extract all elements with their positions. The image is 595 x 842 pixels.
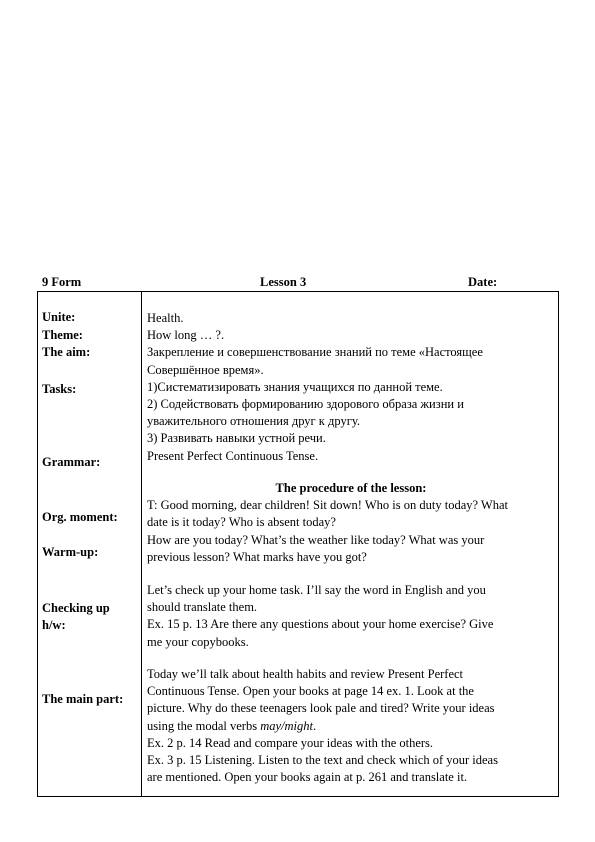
checking-label-line1: Checking up xyxy=(42,601,110,615)
grammar-label: Grammar: xyxy=(42,455,101,469)
main-part-label: The main part: xyxy=(42,692,124,706)
tasks-label: Tasks: xyxy=(42,382,77,396)
warm-up-label: Warm-up: xyxy=(42,545,99,559)
org-moment-label: Org. moment: xyxy=(42,510,118,524)
checking-label xyxy=(42,600,110,634)
aim-line-2: Совершённое время». xyxy=(147,362,264,377)
main-line-4-suffix: . xyxy=(312,718,317,733)
main-line-1: Today we’ll talk about health habits and review Present Perfect xyxy=(147,667,464,681)
date-label: Date: xyxy=(468,275,498,289)
task-1: 1)Систематизировать знания учащихся по данной теме. xyxy=(147,379,443,394)
hw-line-4: me your copybooks. xyxy=(147,634,249,649)
hw-line-1: Let’s check up your home task. I’ll say the word in English and you xyxy=(147,583,486,597)
unite-label: Unite: xyxy=(42,310,76,324)
main-line-2: Continuous Tense. Open your books at page 14 ex. 1. Look at the xyxy=(147,684,474,699)
theme-value: How long … ?. xyxy=(147,328,225,343)
main-line-7: are mentioned. Open your books again at p. 261 and translate it. xyxy=(147,770,468,785)
task-2-line-1: 2) Содействовать формированию здорового образа жизни и xyxy=(147,397,464,412)
main-line-4-prefix: using the modal verbs xyxy=(147,718,261,733)
aim-line-1: Закрепление и совершенствование знаний по теме «Настоящее xyxy=(147,345,483,360)
plan-header-block xyxy=(147,310,555,465)
task-2-line-2: уважительного отношения друг к другу. xyxy=(147,414,360,429)
checking-label-line2: h/w: xyxy=(42,618,66,632)
warm-line-1: How are you today? What’s the weather like today? What was your xyxy=(147,532,485,547)
form-label: 9 Form xyxy=(42,275,82,289)
org-line-1: T: Good morning, dear children! Sit down! Who is on duty today? What xyxy=(147,498,509,513)
main-line-4 xyxy=(147,718,555,735)
lesson-number: Lesson 3 xyxy=(260,275,307,289)
aim-label: The aim: xyxy=(42,345,91,359)
unite-value: Health. xyxy=(147,311,184,325)
main-line-3: picture. Why do these teenagers look pale and tired? Write your ideas xyxy=(147,701,495,716)
lesson-plan-table xyxy=(37,291,559,797)
lesson-header xyxy=(38,275,560,291)
modal-verbs: may/might xyxy=(260,718,313,733)
column-divider xyxy=(141,292,142,796)
org-line-2: date is it today? Who is absent today? xyxy=(147,515,336,530)
hw-line-2: should translate them. xyxy=(147,600,258,615)
main-line-6: Ex. 3 p. 15 Listening. Listen to the text and check which of your ideas xyxy=(147,753,498,768)
theme-label: Theme: xyxy=(42,328,83,342)
procedure-title: The procedure of the lesson: xyxy=(275,481,427,495)
task-3: 3) Развивать навыки устной речи. xyxy=(147,431,326,446)
homework-block xyxy=(147,582,555,651)
hw-line-3: Ex. 15 p. 13 Are there any questions about your home exercise? Give xyxy=(147,617,494,632)
warm-line-2: previous lesson? What marks have you got? xyxy=(147,549,367,564)
main-part-block xyxy=(147,666,555,786)
grammar-value: Present Perfect Continuous Tense. xyxy=(147,448,319,463)
main-line-5: Ex. 2 p. 14 Read and compare your ideas with the others. xyxy=(147,735,434,750)
procedure-block xyxy=(147,480,555,566)
